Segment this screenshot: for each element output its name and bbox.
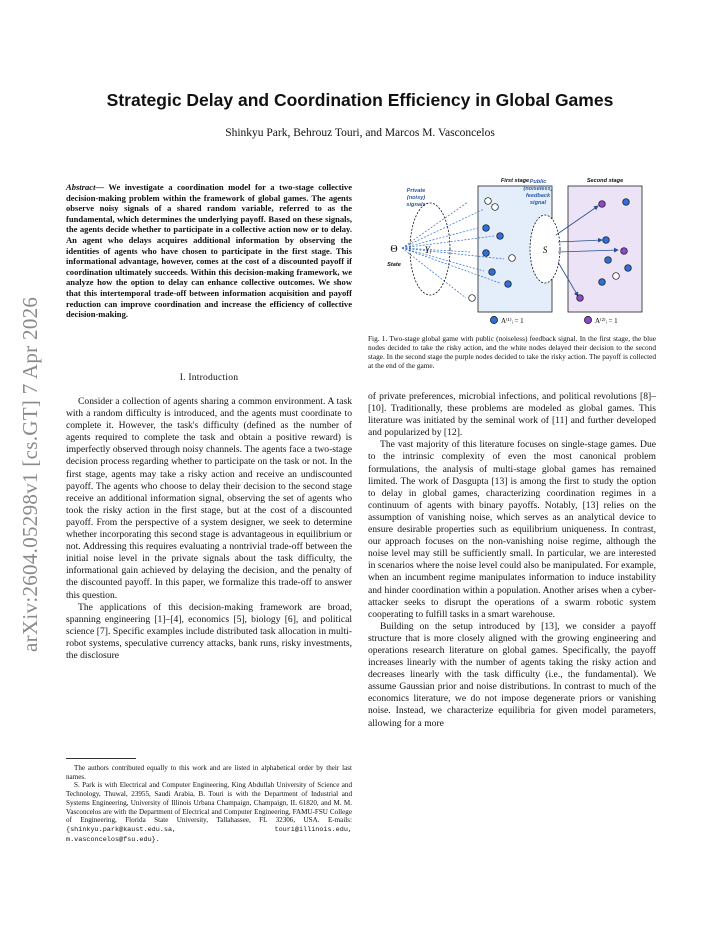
public-signal-label-2: (noiseless) — [523, 186, 553, 192]
second-stage-label: Second stage — [586, 178, 624, 184]
footnote-affiliations: S. Park is with Electrical and Computer Engineering, King Abdullah University of Science and Technology, Thuwal, 23955, Saudi Arabia, B. Touri is with the Department of Industrial and Systems Engineering, University of Illinois Urbana Champaign, Champaign, IL 61820, and M. M. Vasconcelos are with the Department of Electrical and Computer Engineering, FAMU-FSU College of Engineering, Florida State University, Tallahassee, FL 32306, USA. E-mails: — [66, 781, 352, 825]
theta-symbol: Θ — [390, 244, 398, 255]
abstract — [66, 182, 352, 320]
private-signals-label-3: signals — [406, 202, 426, 208]
paragraph: The applications of this decision-making framework are broad, spanning engineering [1]–[4], economics [5], biology [6], and political science [7]. Specific examples include distributed task allocation in multi-robot systems, speculative currency attacks, bank runs, risky investments, the disclosure — [66, 601, 352, 661]
footnote — [66, 781, 352, 844]
paper-authors: Shinkyu Park, Behrouz Touri, and Marcos M. Vasconcelos — [225, 127, 495, 139]
arxiv-side-label: arXiv:2604.05298v1 [cs.GT] 7 Apr 2026 — [18, 296, 42, 652]
footnote: The authors contributed equally to this work and are listed in alphabetical order by their last names. — [66, 764, 352, 781]
figure-caption: Fig. 1. Two-stage global game with public (noiseless) feedback signal. In the first stage, the blue nodes decided to take the risky action, and the white nodes delayed their decision to the second stage. In the second stage the purple nodes decided to take the risky action. The payoff is collected at the end of the game. — [368, 334, 656, 370]
public-signal-label-1: Public — [529, 179, 547, 185]
footnote-rule — [66, 758, 136, 759]
legend-purple-node — [584, 316, 591, 323]
s-label: S — [542, 245, 548, 255]
footnotes — [66, 764, 352, 844]
legend-second-stage: A⁽²⁾ᵢ = 1 — [595, 317, 618, 325]
public-signal-label-3: feedback — [525, 193, 551, 199]
first-stage-label: First stage — [500, 178, 530, 184]
section-heading-introduction: I. Introduction — [179, 372, 239, 383]
public-signal-label-4: signal — [529, 200, 547, 206]
paragraph: Building on the setup introduced by [13], we consider a payoff structure that is more closely aligned with the growing engineering and operations research literature on global games. Specifically, the payoff increases linearly with the number of agents taking the risky action and decreases linearly with the task difficulty (i.e., the fundamental). We assume Gaussian prior and noise distributions. In contrast to much of the economics literature, we do not impose degenerate priors or vanishing noise. Instead, we characterize equilibria for given model parameters, allowing for a more — [368, 620, 656, 729]
paper-title: Strategic Delay and Coordination Efficiency in Global Games — [106, 90, 614, 110]
paragraph: of private preferences, microbial infections, and political revolutions [8]–[10]. Traditionally, these problems are modeled as global games. This literature was initiated by the seminal work of [11] and further developed and popularized by [12]. — [368, 391, 656, 439]
abstract-label: Abstract — [66, 182, 96, 192]
paragraph: Consider a collection of agents sharing a common environment. A task with a random difficulty is introduced, and the agents must coordinate to complete it. However, the task's difficulty (defined as the number of agents required to complete the task and obtain a positive reward) is imperfectly observed through noisy channels. The agents face a two-stage decision process regarding whether to participate on the task or not. In the first stage, agents may take a risky action and receive an undiscounted payoff. The agents who choose to delay their decision to the second stage receive an additional information signal, observing the set of agents who took the risky action in the first stage, but at the cost of a discounted payoff. From the perspective of a system designer, we seek to determine whether incorporating this second stage is advantageous in equilibrium or not. Addressing this requires evaluating a nontrivial trade-off between the initial noise level in the private signals about the task difficulty, the informational gain achieved by delaying the decision, and the penalty of the discounted payoff. In this paper, we formalize this trade-off to answer this question. — [66, 396, 352, 601]
state-label: State — [387, 262, 401, 268]
private-signals-label-2: (noisy) — [406, 195, 426, 201]
footnote-emails: {shinkyu.park@kaust.edu.sa, touri@illinois.edu, m.vasconcelos@fsu.edu}. — [66, 825, 352, 844]
legend-first-stage: A⁽¹⁾ᵢ = 1 — [501, 317, 524, 325]
abstract-text: — We investigate a coordination model for a two-stage collective decision-making problem within the framework of global games. The agents observe noisy signals of a shared random variable, referred to as the fundamental, which determines the underlying payoff. Based on these signals, the agents decide whether to participate in a collective action now or to delay. An agent who delays acquires additional information by observing the identities of agents who have chosen to participate in the first stage. This informational advantage, however, comes at the cost of a discounted payoff if coordination ultimately succeeds. Within this decision-making framework, we analyze how the option to delay can enhance collective outcomes. We show that this intertemporal trade-off between information acquisition and payoff reduction can improve coordination and increase the efficiency of collective decision-making. — [66, 182, 352, 320]
legend-blue-node — [490, 316, 497, 323]
right-column-body — [368, 391, 656, 730]
left-column-body — [66, 396, 352, 662]
figure-two-stage-game — [370, 172, 660, 330]
y-label: Yᵢ — [424, 245, 432, 255]
paragraph: The vast majority of this literature focuses on single-stage games. Due to the intrinsic complexity of even the most canonical problem formulations, the analysis of multi-stage global games has remained limited. The work of Dasgupta [13] is among the first to study the option to delay in global games, characterizing coordination regimes in a continuum of agents with binary payoffs. Notably, [13] relies on the assumption of vanishing noise, which serves as an analytical device to ensure desirable properties such as equilibrium uniqueness. In contrast, our approach focuses on the non-vanishing noise regime, although the noise level may still be sufficiently small. In particular, we are interested in scenarios where the noise level could also be manipulated. For example, when an incumbent regime manipulates information to induce instability and hinder coordination within a population. Another arises when a cyber-attacker seeks to disrupt the operations of a swarm robotic system cooperating to fulfill tasks in a smart warehouse. — [368, 439, 656, 620]
private-signals-label-1: Private — [406, 188, 426, 194]
